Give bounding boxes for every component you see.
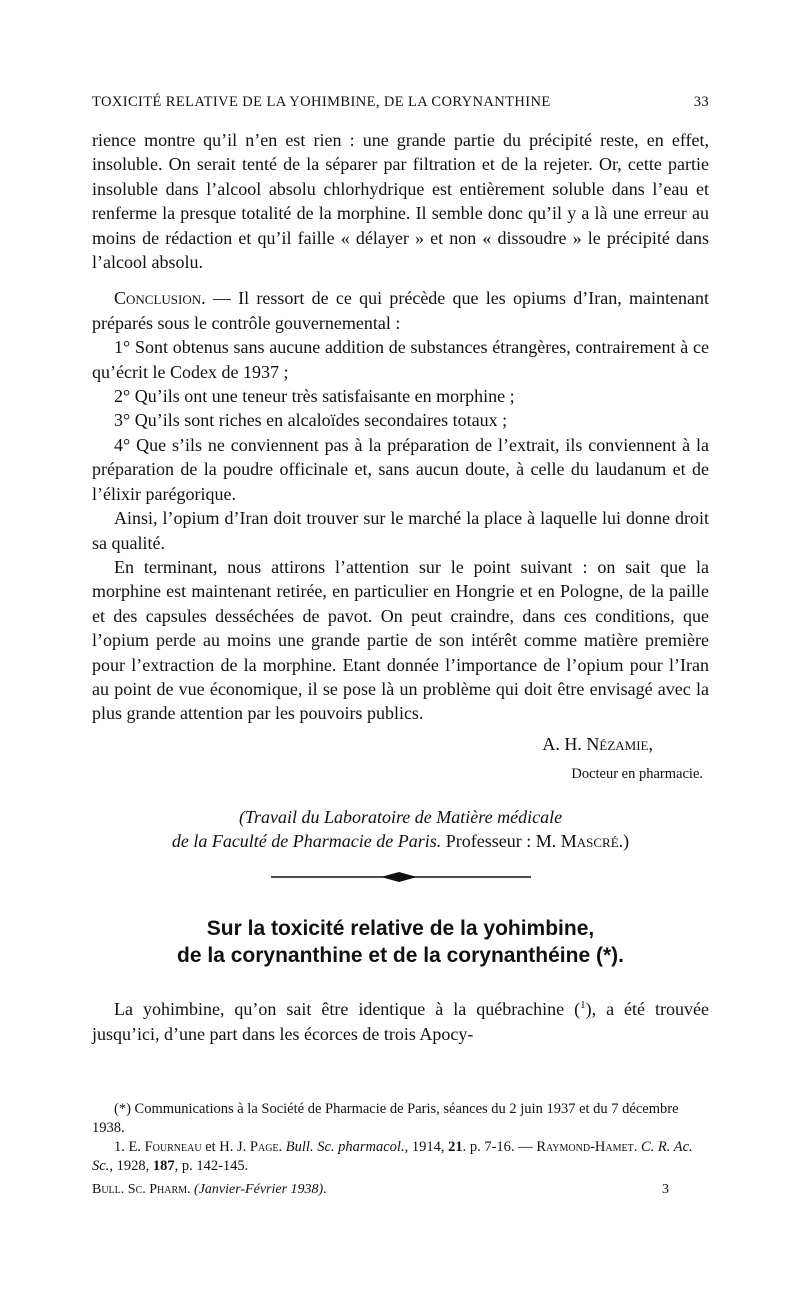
paragraph-ainsi: Ainsi, l’opium d’Iran doit trouver sur le marché la place à laquelle lui donne droit sa qualité. bbox=[92, 508, 709, 553]
paragraph-continuation: rience montre qu’il n’en est rien : une grande partie du précipité reste, en effet, insoluble. On serait tenté de la séparer par filtration et de la rejeter. Or, cette partie insoluble dans l’alcool absolu chlorhydrique est entièrement soluble dans l’eau et renferme la presque totalité de la morphine. Il semble donc qu’il y a là une erreur au moins de rédaction et qu’il faille « délayer » et non « dissoudre » le précipité dans l’alcool absolu. bbox=[92, 130, 709, 273]
ref-volume-1: 21 bbox=[448, 1139, 463, 1155]
ref-journal-2: C. R. Ac. Sc. bbox=[92, 1139, 693, 1174]
ref-author-page: Page bbox=[249, 1139, 279, 1155]
footer-journal-name: Bull. Sc. Pharm. bbox=[92, 1182, 191, 1197]
running-title: TOXICITÉ RELATIVE DE LA YOHIMBINE, DE LA CORYNANTHINE bbox=[92, 94, 551, 110]
footer-journal bbox=[92, 1182, 327, 1198]
conclusion-text: — Il ressort de ce qui précède que les opiums d’Iran, maintenant préparés sous le contrôle gouvernemental : bbox=[92, 288, 709, 333]
ref-author-fourneau: Fourneau bbox=[144, 1139, 202, 1155]
author-affiliation: Docteur en pharmacie. bbox=[571, 766, 703, 783]
running-head bbox=[92, 94, 709, 111]
article-title-line-1: Sur la toxicité relative de la yohimbine, bbox=[206, 917, 595, 941]
conclusion-item-2: 2° Qu’ils ont une teneur très satisfaisante en morphine ; bbox=[114, 386, 515, 407]
paragraph-terminant: En terminant, nous attirons l’attention sur le point suivant : on sait que la morphine est maintenant retirée, en particulier en Hongrie et en Pologne, de la paille et des capsules desséchées de pavot. On peut craindre, dans ces conditions, que l’opium perde au moins une grande partie de son intérêt comme matière première pour l’extraction de la morphine. Etant donnée l’importance de l’opium pour l’Iran au point de vue économique, il se pose là un problème qui doit être envisagé avec la plus grande attention par les pouvoirs publics. bbox=[92, 556, 709, 724]
footnotes bbox=[92, 1100, 709, 1176]
ref-author-raymond-hamet: Raymond-Hamet bbox=[536, 1139, 634, 1155]
footnote-ref-1: 1 bbox=[580, 999, 586, 1012]
credit-line-2: de la Faculté de Pharmacie de Paris. bbox=[171, 830, 442, 851]
ref-volume-2: 187 bbox=[152, 1158, 175, 1174]
conclusion-item-1: 1° Sont obtenus sans aucune addition de substances étrangères, contrairement à ce qu’écrit le Codex de 1937 ; bbox=[92, 337, 709, 382]
credit-professor-prefix: Professeur : M. bbox=[441, 830, 561, 851]
section-divider bbox=[92, 871, 709, 883]
credit-professor: Mascré bbox=[560, 830, 619, 851]
footer-issue: (Janvier-Février 1938). bbox=[194, 1182, 327, 1197]
article-title-line-2: de la corynanthine et de la corynanthéine (*). bbox=[177, 944, 624, 968]
article-title bbox=[92, 915, 709, 969]
conclusion-label: Conclusion. bbox=[114, 288, 206, 309]
credit-line-1: (Travail du Laboratoire de Matière médicale bbox=[238, 806, 563, 827]
footnote-1: 1. E. Fourneau et H. J. Page. Bull. Sc. pharmacol., 1914, 21. p. 7-16. — Raymond-Hamet. C. R. Ac. Sc., 1928, 187, p. 142-145. bbox=[92, 1139, 693, 1174]
article-opening bbox=[92, 993, 709, 1046]
conclusion-item-3: 3° Qu’ils sont riches en alcaloïdes secondaires totaux ; bbox=[114, 410, 508, 431]
article-opening-end: ), a été trouvée jusqu’ici, d’une part dans les écorces de trois Apocy- bbox=[92, 999, 709, 1044]
ref-journal-1: Bull. Sc. pharmacol. bbox=[285, 1139, 405, 1155]
credit-close: .) bbox=[618, 830, 630, 851]
author-name: A. H. Nézamie, bbox=[542, 733, 653, 754]
divider-ornament bbox=[271, 871, 531, 883]
page-footer bbox=[92, 1182, 709, 1198]
conclusion-item-4: 4° Que s’ils ne conviennent pas à la préparation de l’extrait, ils conviennent à la préparation de la poudre officinale et, sans aucun doute, à celle du laudanum et de l’élixir parégorique. bbox=[92, 434, 709, 504]
page-number: 33 bbox=[693, 94, 709, 110]
footer-page-number: 3 bbox=[662, 1182, 669, 1197]
article-opening-start: La yohimbine, qu’on sait être identique à la québrachine ( bbox=[114, 999, 581, 1020]
body-text bbox=[92, 128, 709, 1046]
conclusion-paragraph bbox=[92, 286, 709, 335]
lab-credit bbox=[92, 805, 709, 854]
footnote-star: (*) Communications à la Société de Pharmacie de Paris, séances du 2 juin 1937 et du 7 décembre 1938. bbox=[92, 1101, 679, 1136]
author-signature bbox=[92, 732, 709, 756]
